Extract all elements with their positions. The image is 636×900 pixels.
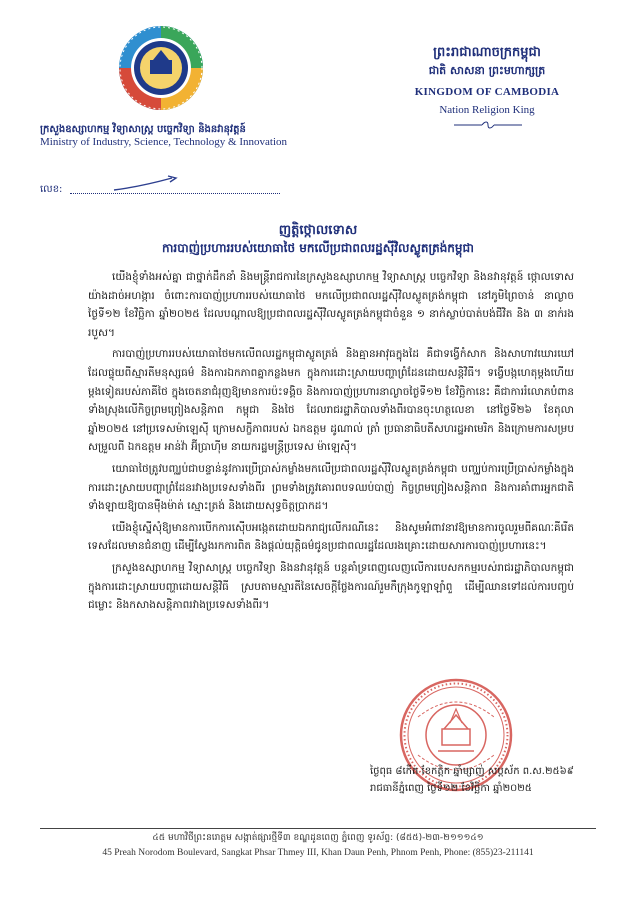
national-motto-kh: ជាតិ សាសនា ព្រះមហាក្សត្រ	[428, 64, 546, 77]
body-paragraph: យើងខ្ញុំទាំងអស់គ្នា ជាថ្នាក់ដឹកនាំ និងមន្ត្រីរាជការនៃក្រសួងឧស្សាហកម្ម វិទ្យាសាស្ត្រ បច្ចេកវិទ្យា និងនវានុវត្តន៍ ថ្កោលទោសយ៉ាងដាច់អហង្ការ ចំពោះការបាញ់ប្រហាររបស់យោធាថៃ មកលើប្រជាពលរដ្ឋស៊ីវិលស្លូតត្រង់កម្ពុជា នៅភូមិព្រៃចាន់ នាល្ងាចថ្ងៃទី១២ ខែវិច្ឆិកា ឆ្នាំ២០២៥ ដែលបណ្តាលឱ្យប្រជាពលរដ្ឋស៊ីវិលស្លូតត្រង់កម្ពុជាចំនួន ១ នាក់ស្លាប់បាត់បង់ជីវិត និង ៣ នាក់រងរបួស។	[88, 271, 574, 339]
footer-address-en: 45 Preah Norodom Boulevard, Sangkat Phsar Thmey III, Khan Daun Penh, Phnom Penh, Phone: (855)23-211141	[102, 848, 534, 858]
body-paragraph: ការបាញ់ប្រហាររបស់យោធាថៃមកលើពលរដ្ឋកម្ពុជាស្លូតត្រង់ និងគ្មានអាវុធក្នុងដៃ គឺជាទង្វើកំសាក និងសាហាវឃោរឃៅ ដែលផ្ទុយពីស្មារតីមនុស្សធម៌ និងការឯកភាពគ្នាកន្លងមក ក្នុងការដោះស្រាយបញ្ហាព្រំដែនដោយសន្តិវិធី។ ទង្វើបង្កហេតុម្តងហើយម្តងទៀតរបស់ភាគីថៃ ក្នុងចេតនាជំរុញឱ្យមានការប៉ះទង្គិច និងការបាញ់ប្រហារនាល្ងាចថ្ងៃទី១២ ខែវិច្ឆិកានេះ គឺជាការរំលោភបំពានទាំងស្រុងលើកិច្ចព្រមព្រៀងសន្តិភាព កម្ពុជា និងថៃ ដែលរាជរដ្ឋាភិបាលទាំងពីរបានចុះហត្ថលេខា នៅថ្ងៃទី២៦ ខែតុលា ឆ្នាំ២០២៥ នៅប្រទេសម៉ាឡេស៊ី ក្រោមសក្ខីភាពរបស់ ឯកឧត្តម ដូណាល់ ត្រាំ ប្រធានាធិបតីសហរដ្ឋអាមេរិក និងក្រោមការសម្របសម្រួលពី ឯកឧត្តម អាន់វ៉ា អ៊ីប្រាហ៊ីម នាយករដ្ឋមន្ត្រីប្រទេស ម៉ាឡេស៊ី។	[88, 348, 574, 454]
body-paragraph: យើងខ្ញុំស្នើសុំឱ្យមានការបើកការស៊ើបអង្កេតដោយឯករាជ្យលើករណីនេះ និងសូមអំពាវនាវឱ្យមានការចូលរួមពីគណៈគីរើតទេសដែលមានជំនាញ ដើម្បីស្វែងរកការពិត និងផ្តល់យុត្តិធម៌ជូនប្រជាពលរដ្ឋដែលរងគ្រោះដោយសារការបាញ់ប្រហារនេះ។	[88, 521, 574, 553]
kingdom-name-en: KINGDOM OF CAMBODIA	[414, 86, 560, 98]
ministry-name-en: Ministry of Industry, Science, Technology & Innovation	[40, 136, 287, 148]
ministry-logo	[117, 24, 205, 112]
national-motto-en: Nation Religion King	[439, 104, 535, 116]
reference-number-label: លេខ:	[40, 184, 63, 195]
document-subtitle: ការបាញ់ប្រហាររបស់យោធាថៃ មកលើប្រជាពលរដ្ឋស៊ីវិលស្លូតត្រង់កម្ពុជា	[162, 241, 474, 255]
body-paragraph: ក្រសួងឧស្សាហកម្ម វិទ្យាសាស្ត្រ បច្ចេកវិទ្យា និងនវានុវត្តន៍ បន្តគាំទ្រពេញលេញលើការបេសកកម្មរបស់រាជរដ្ឋាភិបាលកម្ពុជា ក្នុងការដោះស្រាយបញ្ហាដោយសន្តិវិធី ស្របតាមស្មារតីនៃសេចក្តីថ្លែងការណ៍រួមកឺក្រុងកូឡាឡាំពួ ដើម្បីឈានទៅដល់ការបញ្ចប់ជម្លោះ និងកសាងសន្តិភាពរវាងប្រទេសទាំងពីរ។	[88, 561, 574, 612]
handwritten-mark	[110, 172, 200, 196]
ministry-name-kh: ក្រសួងឧស្សាហកម្ម វិទ្យាសាស្ត្រ បច្ចេកវិទ្យា និងនវានុវត្តន៍	[40, 124, 246, 135]
date-lunar: ថ្ងៃពុធ ៨កើត ខែកត្តិក ឆ្នាំម្សាញ់ សប្តស័ក ព.ស.២៥៦៩	[370, 766, 574, 777]
letter-body	[88, 268, 574, 618]
document-title: ញត្តិថ្កោលទោស	[278, 223, 358, 238]
body-paragraph: យោធាថៃត្រូវបញ្ឈប់ជាបន្ទាន់នូវការប្រើប្រាស់កម្លាំងមកលើប្រជាពលរដ្ឋស៊ីវិលស្លូតត្រង់កម្ពុជា បញ្ឈប់ការប្រើប្រាស់កម្លាំងក្នុងការដោះស្រាយបញ្ហាព្រំដែនរវាងប្រទេសទាំងពីរ ព្រមទាំងត្រូវគោរពបទឈប់បាញ់ កិច្ចព្រមព្រៀងសន្តិភាព និងការគាំពារអ្នកជាតិទាំងឡាយឱ្យបានម៉ឺងម៉ាត់ ស្មោះត្រង់ និងដោយសុទ្ធចិត្តប្រាកដ។	[88, 462, 574, 513]
ornament-divider-icon	[452, 120, 524, 130]
footer-address-kh: ៤៥ មហាវិថីព្រះនរោត្តម សង្កាត់ផ្សារថ្មីទី៣ ខណ្ឌដូនពេញ ភ្នំពេញ ទូរស័ព្ទ: (៨៥៥)-២៣-២១១១៤១	[152, 833, 484, 843]
date-location-solar: រាជធានីភ្នំពេញ ថ្ងៃទី១២ ខែវិច្ឆិកា ឆ្នាំ២០២៥	[370, 783, 532, 794]
kingdom-name-kh: ព្រះរាជាណាចក្រកម្ពុជា	[433, 45, 541, 60]
footer-divider	[40, 828, 596, 829]
